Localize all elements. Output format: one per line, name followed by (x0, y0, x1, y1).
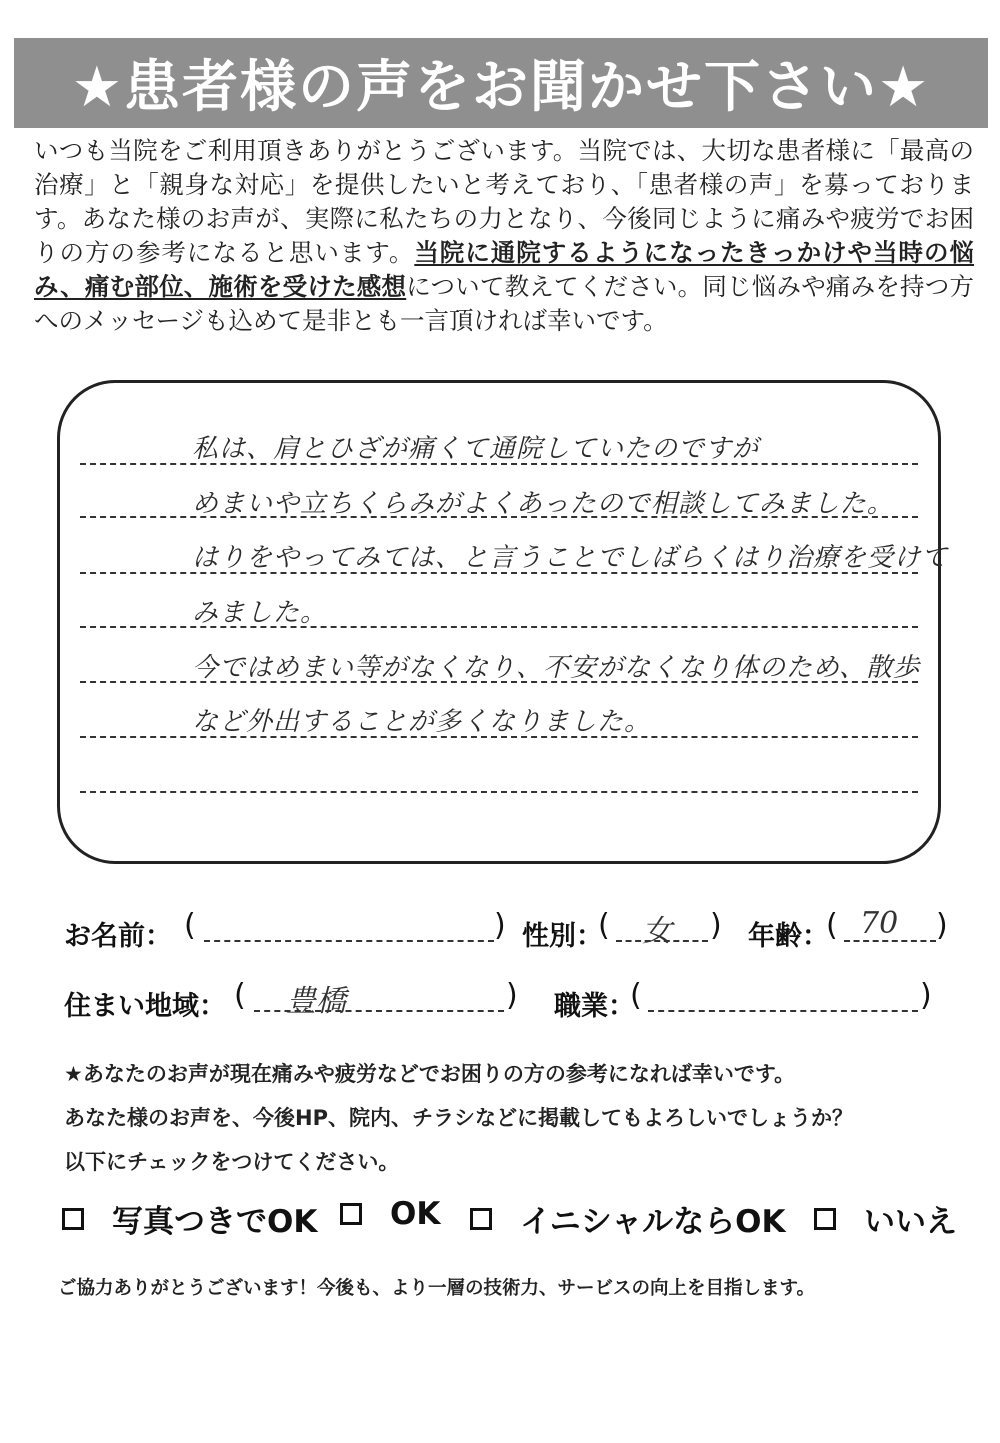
comment-line (80, 791, 918, 793)
option-label: OK (390, 1196, 441, 1232)
note-line: ★あなたのお声が現在痛みや疲労などでお困りの方の参考になれば幸いです。 (64, 1062, 796, 1086)
form-row-name (64, 906, 954, 950)
job-open-paren: ( (630, 978, 642, 1013)
gender-close-paren: ) (710, 908, 722, 943)
name-open-paren: ( (184, 908, 196, 943)
comment-text-line: みました。 (192, 598, 328, 628)
title-banner (14, 38, 988, 128)
note-line: あなた様のお声を、今後HP、院内、チラシなどに掲載してもよろしいでしょうか？ (64, 1106, 853, 1130)
comment-text-line: めまいや立ちくらみがよくあったので相談してみました。 (192, 489, 894, 519)
checkbox[interactable] (814, 1208, 836, 1230)
gender-value: 女 (642, 914, 672, 949)
comment-text-line: など外出することが多くなりました。 (192, 707, 652, 737)
note-line: 以下にチェックをつけてください。 (64, 1150, 400, 1174)
comment-text-line: 私は、肩とひざが痛くて通院していたのですが (192, 434, 760, 464)
checkbox[interactable] (470, 1208, 492, 1230)
comment-box[interactable] (57, 380, 949, 864)
area-label: 住まい地域： (64, 991, 226, 1022)
gender-open-paren: ( (598, 908, 610, 943)
age-value: 70 (860, 906, 899, 941)
option-label: 写真つきでOK (112, 1204, 318, 1240)
gender-label: 性別： (522, 921, 603, 952)
age-label: 年齢： (748, 921, 829, 952)
consent-options (62, 1196, 972, 1240)
option-initials-ok[interactable] (470, 1196, 786, 1241)
form-row-area (64, 976, 954, 1020)
option-ok[interactable] (340, 1196, 440, 1232)
checkbox[interactable] (62, 1208, 84, 1230)
area-close-paren: ) (506, 978, 518, 1013)
intro-paragraph (34, 134, 974, 338)
job-label: 職業： (554, 991, 635, 1022)
intro-text-2: について教えてください。同じ悩みや痛みを持つ方へのメッセージも込めて是非とも一言頂ければ幸いです。 (34, 272, 974, 335)
name-close-paren: ) (494, 908, 506, 943)
area-value: 豊橋 (286, 984, 346, 1019)
intro-underlined-text: 当院に通院するようになったきっかけや当時の悩み、痛む部位、施術を受けた感想 (34, 238, 974, 301)
option-no[interactable] (814, 1196, 957, 1241)
page-title: ★患者様の声をお聞かせ下さい★ (71, 55, 931, 120)
name-field[interactable] (204, 940, 494, 942)
age-close-paren: ) (936, 908, 948, 943)
comment-text-line: はりをやってみては、と言うことでしばらくはり治療を受けて (192, 543, 949, 573)
option-label: イニシャルならOK (520, 1204, 786, 1240)
job-close-paren: ) (920, 978, 932, 1013)
intro-text-1: いつも当院をご利用頂きありがとうございます。当院では、大切な患者様に「最高の治療」と「親身な対応」を提供したいと考えており、「患者様の声」を募っております。あなた様のお声が、実際に私たちの力となり、今後同じように痛みや疲労でお困りの方の参考になると思います。 (34, 136, 974, 267)
age-open-paren: ( (826, 908, 838, 943)
thanks-message: ご協力ありがとうございます！今後も、より一層の技術力、サービスの向上を目指します。 (58, 1278, 816, 1299)
name-label: お名前： (64, 921, 172, 952)
option-photo-ok[interactable] (62, 1196, 317, 1241)
option-label: いいえ (864, 1204, 957, 1240)
area-open-paren: ( (234, 978, 246, 1013)
job-field[interactable] (648, 1010, 918, 1012)
checkbox[interactable] (340, 1203, 362, 1225)
comment-text-line: 今ではめまい等がなくなり、不安がなくなり体のため、散歩 (192, 653, 920, 683)
